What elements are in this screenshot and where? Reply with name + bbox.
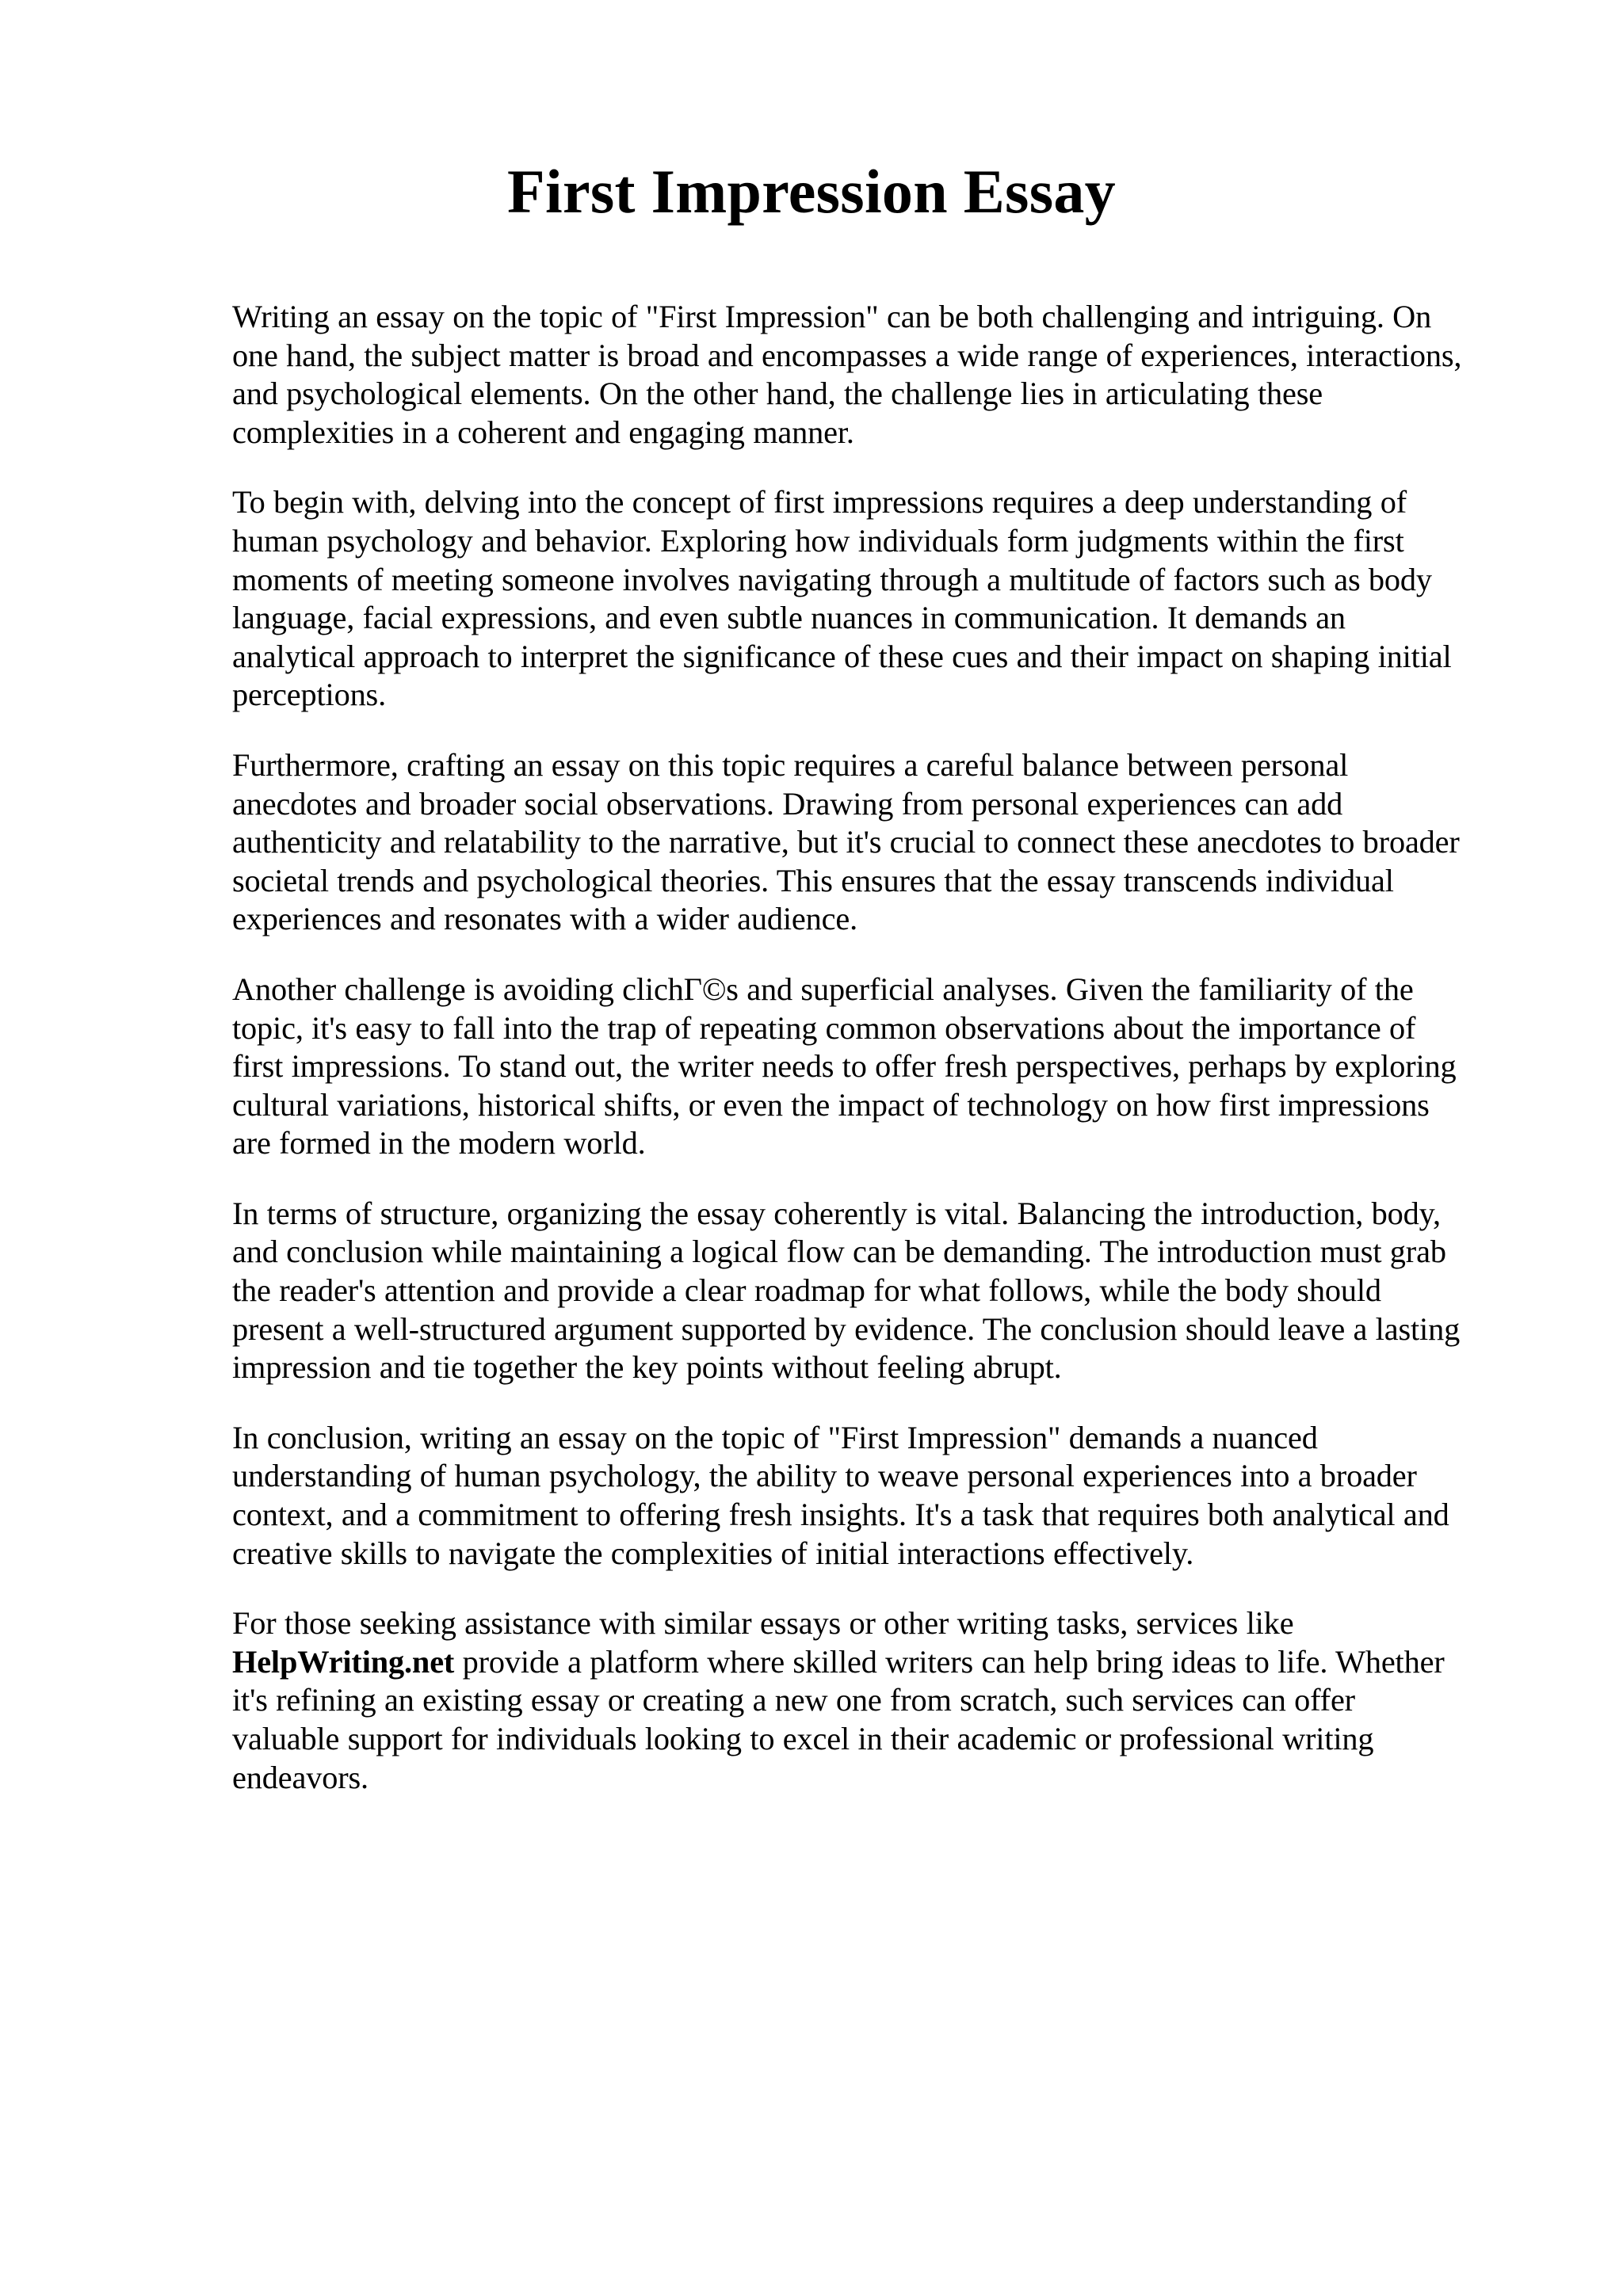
text-line: Writing an essay on the topic of "First Impression" can be both challenging and intriguing. On bbox=[232, 299, 1432, 334]
text-line: In terms of structure, organizing the essay coherently is vital. Balancing the introduction, body, bbox=[232, 1195, 1441, 1231]
text-line: For those seeking assistance with similar essays or other writing tasks, services like bbox=[232, 1605, 1294, 1642]
text-line: are formed in the modern world. bbox=[232, 1125, 646, 1161]
text-line: first impressions. To stand out, the writer needs to offer fresh perspectives, perhaps by exploring bbox=[232, 1048, 1457, 1085]
text-line: and psychological elements. On the other hand, the challenge lies in articulating these bbox=[232, 376, 1323, 412]
text-line: authenticity and relatability to the narrative, but it's crucial to connect these anecdotes to broader bbox=[232, 824, 1460, 860]
paragraph-closing bbox=[232, 1604, 1516, 1797]
paragraph-intro bbox=[232, 298, 1516, 452]
text-line: cultural variations, historical shifts, or even the impact of technology on how first impressions bbox=[232, 1086, 1430, 1123]
text-line: present a well-structured argument supported by evidence. The conclusion should leave a lasting bbox=[232, 1310, 1461, 1347]
text-line: impression and tie together the key points without feeling abrupt. bbox=[232, 1349, 1062, 1386]
text-line: valuable support for individuals looking to excel in their academic or professional writing bbox=[232, 1721, 1374, 1756]
text-line: and conclusion while maintaining a logical flow can be demanding. The introduction must grab bbox=[232, 1234, 1446, 1270]
text-line: topic, it's easy to fall into the trap of repeating common observations about the importance of bbox=[232, 1009, 1416, 1046]
text-line: creative skills to navigate the complexities of initial interactions effectively. bbox=[232, 1535, 1194, 1571]
paragraph-conclusion bbox=[232, 1419, 1516, 1573]
text-line: human psychology and behavior. Exploring how individuals form judgments within the first bbox=[232, 522, 1404, 559]
brand-name: HelpWriting.net bbox=[232, 1643, 455, 1680]
text-line: endeavors. bbox=[232, 1759, 369, 1795]
text-line: experiences and resonates with a wider audience. bbox=[232, 901, 858, 937]
text-line: In conclusion, writing an essay on the topic of "First Impression" demands a nuanced bbox=[232, 1419, 1318, 1455]
text-line: anecdotes and broader social observations. Drawing from personal experiences can add bbox=[232, 785, 1343, 822]
text-line: To begin with, delving into the concept of first impressions requires a deep understanding of bbox=[232, 484, 1407, 521]
paragraph-structure bbox=[232, 1195, 1516, 1387]
text-line: context, and a commitment to offering fresh insights. It's a task that requires both analytical and bbox=[232, 1497, 1449, 1533]
text-line: complexities in a coherent and engaging manner. bbox=[232, 414, 854, 450]
text-line: moments of meeting someone involves navigating through a multitude of factors such as body bbox=[232, 561, 1432, 597]
text-line: it's refining an existing essay or creating a new one from scratch, such services can offer bbox=[232, 1682, 1355, 1718]
text-fragment: provide a platform where skilled writers can help bring ideas to life. Whether bbox=[454, 1643, 1445, 1680]
text-line: perceptions. bbox=[232, 677, 387, 713]
paragraph-psychology bbox=[232, 483, 1516, 715]
text-line: societal trends and psychological theories. This ensures that the essay transcends individual bbox=[232, 862, 1394, 898]
text-line: one hand, the subject matter is broad and encompasses a wide range of experiences, interactions, bbox=[232, 337, 1462, 373]
paragraph-balance bbox=[232, 746, 1516, 939]
text-line: analytical approach to interpret the significance of these cues and their impact on shaping initial bbox=[232, 638, 1452, 674]
text-line bbox=[232, 1643, 1516, 1682]
document-body bbox=[232, 298, 1516, 1829]
text-line: the reader's attention and provide a clear roadmap for what follows, while the body should bbox=[232, 1272, 1381, 1309]
text-line: understanding of human psychology, the ability to weave personal experiences into a broader bbox=[232, 1458, 1417, 1494]
text-line: Furthermore, crafting an essay on this topic requires a careful balance between personal bbox=[232, 746, 1349, 783]
text-line: language, facial expressions, and even subtle nuances in communication. It demands an bbox=[232, 600, 1346, 636]
paragraph-cliches bbox=[232, 971, 1516, 1163]
text-line: Another challenge is avoiding clichГ©s and superficial analyses. Given the familiarity of the bbox=[232, 971, 1414, 1007]
document-title: First Impression Essay bbox=[507, 157, 1116, 226]
